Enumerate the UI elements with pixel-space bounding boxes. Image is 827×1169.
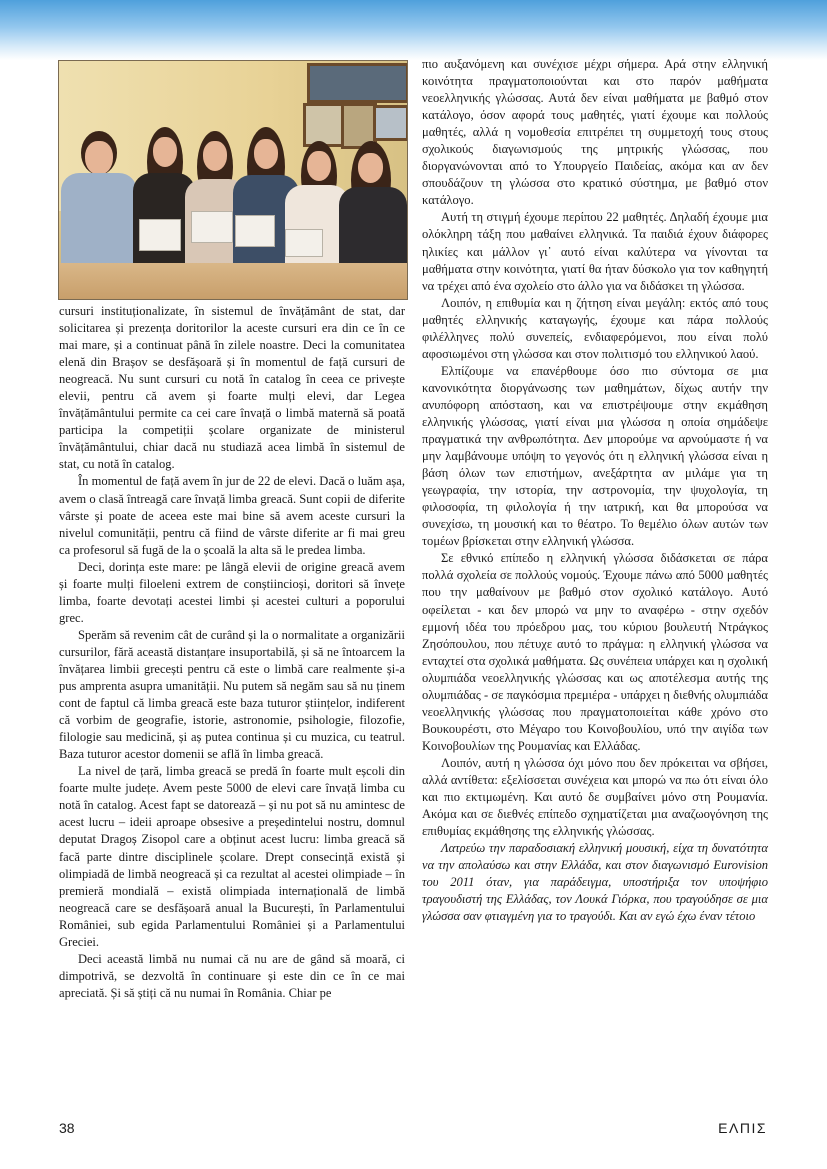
- paragraph: πιο αυξανόμενη και συνέχισε μέχρι σήμερα. Αρά στην ελληνική κοινότητα πραγματοποιούνται και στο παρόν μαθήματα νεοελληνικής γλώσσας. Αυτά δεν είναι μαθήματα με βαθμό στον κατάλογο, όσον αφορά τους μαθητές, γιατί έχουμε και πολλούς μαθητές, αλλά η νομοθεσία επιτρέπει τη συμμετοχή τους στους σχολικούς διαγωνισμούς της μητρικής γλώσσας, που διοργανώνονται από το Υπουργείο Παιδείας, ακόμα και αν δεν σπουδάζουν τη γλώσσα στο κρατικό σύστημα, με βαθμό στον κατάλογο.: [422, 57, 768, 208]
- page-number: 38: [59, 1120, 75, 1136]
- paragraph: Ελπίζουμε να επανέρθουμε όσο πιο σύντομα σε μια κανονικότητα διοργάνωσης των μαθημάτων, δίχως αυτήν την ανυπόφορη απόσταση, και να επιστρέψουμε στην εκμάθηση ελληνικής γλώσσας, γιατί είναι μια γλώσσα η οποία σημάδεψε πραγματικά την ανθρωπότητα. Δεν μπορούμε να αρνούμαστε ή να μην λαμβάνουμε υπόψη το γεγονός ότι η ελληνική γλώσσα είναι η βάση όλων των επιστήμων, ανεξάρτητα αν μιλάμε για τη γεωγραφία, την ιστορία, την αστρονομία, την ψυχολογία, τη φιλοσοφία, τη φιλολογία ή την ιατρική, και θα μπορούσα να συνεχίσω, τη μουσική και το θέατρο. Το θεμέλιο όλων αυτών των τομέων βρίσκεται στην ελληνική γλώσσα.: [422, 363, 768, 549]
- paragraph: Σε εθνικό επίπεδο η ελληνική γλώσσα διδάσκεται σε πάρα πολλά σχολεία σε πολλούς νομούς. Έχουμε πάνω από 5000 μαθητές που την μαθαίνουν με βαθμό στον σχολικό κατάλογο. Αυτό οφείλεται - και δεν μπορώ να μην το αναφέρω - στην σχεδόν εμμονή ιδέα του πρόεδρου μας, του κύριου βουλευτή Ντράγκος Ζησόπουλου, που πέτυχε αυτό το πράγμα: η ελληνική γλώσσα να ενταχτεί στα σχολικά μαθήματα. Ως συνέπεια υπάρχει και η σχολική ολυμπιάδα νεοελληνικής γλώσσας και ως αποτέλεσμα αυτής της ολυμπιάδας - σε παγκόσμια πρεμιέρα - υπάρχει η διεθνής ολυμπιάδα νεοελληνικής γλώσσας που πραγματοποιείται κάθε χρόνο στο Βουκουρέστι, στο Μέγαρο του Κοινοβουλίου, υπό την αιγίδα των Κοινοβουλίων της Ρουμανίας και Ελλάδας.: [422, 551, 768, 753]
- article-column-right: [422, 56, 768, 925]
- paragraph: cursuri instituționalizate, în sistemul de învățământ de stat, dar solicitarea și prezența doritorilor la aceste cursuri era din ce în ce mai mare, și a continuat până în zilele noastre. Deci la comunitatea elenă din Brașov se desfășoară și în momentul de față cursuri de neogreacă. Nu sunt cursuri cu notă în catalog în ceea ce privește elevii, pentru că avem și foarte mulți elevi, dar Legea învățământului permite ca cei care învață o limbă maternă să poată participa la competiții școlare organizate de ministerul învățământului, chiar dacă nu studiază acea limbă în sistemul de stat, cu notă în catalog.: [59, 304, 405, 472]
- paragraph-italic: Λατρεύω την παραδοσιακή ελληνική μουσική, είχα τη δυνατότητα να την απολαύσω και στην Ελλάδα, και στον διαγωνισμό Eurovision του 2011 όταν, για παράδειγμα, υποστήριξα τον υποψήφιο τραγουδιστή της Ελλάδας, τον Λουκά Γιόρκα, που τραγούδησε σε μια γλώσσα σαν φτιαγμένη για το τραγούδι. Και αν εγώ έχω έναν τέτοιο: [422, 841, 768, 924]
- group-photo: [58, 60, 408, 300]
- magazine-title: ΕΛΠΙΣ: [718, 1120, 767, 1136]
- wall-frame: [303, 103, 345, 147]
- paragraph: Sperăm să revenim cât de curând și la o normalitate a organizării cursurilor, fără această distanțare insuportabilă, și să ne întoarcem la învățarea limbii grecești pentru că este o limbă care realmente și-a pus amprenta asupra umanității. Nu putem să negăm sau să nu ținem cont de faptul că limba greacă este baza tuturor științelor, indiferent că vorbim de geografie, istorie, astronomie, psihologie, filozofie, filologie sau medicină, și aș putea continua și cu muzica, cu teatrul. Baza tuturor acestor domenii se află în limba greacă.: [59, 627, 405, 762]
- paragraph: Λοιπόν, η επιθυμία και η ζήτηση είναι μεγάλη: εκτός από τους μαθητές ελληνικής καταγωγής, έχουμε και πάρα πολλούς φιλέλληνες πολύ συνεπείς, ενδιαφερόμενοι, που είναι πολύ αφοσιωμένοι στη γλώσσα και στον πολιτισμό του ελληνικού λαού.: [422, 295, 768, 361]
- wall-frame: [373, 105, 408, 141]
- wall-frame: [307, 63, 408, 103]
- paragraph: Λοιπόν, αυτή η γλώσσα όχι μόνο που δεν πρόκειται να σβήσει, αλλά αντίθετα: εξελίσσεται συνέχεια και μπορώ να πω ότι είναι όλο και πιο εκτιμωμένη. Και αυτό δε συμβαίνει μόνο στη Ρουμανία. Ακόμα και σε διεθνές επίπεδο σχηματίζεται μια αναζωογόνηση της επιθυμίας εκμάθησης της ελληνικής γλώσσας.: [422, 755, 768, 839]
- paragraph: La nivel de țară, limba greacă se predă în foarte mult eșcoli din foarte multe județe. Avem peste 5000 de elevi care învață limba cu notă în catalog. Acest fapt se datorează – și nu pot să nu amintesc de acest lucru – ideii aproape obsesive a președintelui nostru, domnul deputat Dragoș Zisopol care a obținut acest lucru: limba greacă să facă parte dintre disciplinele școlare. Drept consecință există și olimpiadă de limbă neogreacă și ca rezultat al acestei olimpiade – în premieră mondială – există olimpiada internațională de limbă neogreacă care se desfășoară anual la București, în Parlamentului României, sub egida Parlamentului României și a Parlamentului Greciei.: [59, 764, 405, 949]
- header-gradient-band: [0, 0, 827, 60]
- article-column-left: [59, 56, 405, 1002]
- paragraph: Deci, dorința este mare: pe lângă elevii de origine greacă avem și foarte mulți filoeleni extrem de conștiincioși, doritori să învețe limba, foarte devotați acestei limbi și acestei culturi a poporului grec.: [59, 559, 405, 625]
- table: [59, 263, 407, 299]
- paragraph: Deci această limbă nu numai că nu are de gând să moară, ci dimpotrivă, se dezvoltă în continuare și este din ce în ce mai apreciată. Și să știți că nu numai în România. Chiar pe: [59, 951, 405, 1000]
- paragraph: Αυτή τη στιγμή έχουμε περίπου 22 μαθητές. Δηλαδή έχουμε μια ολόκληρη τάξη που μαθαίνει ελληνικά. Τα παιδιά έχουν διάφορες ηλικίες και μάλλον γι᾽ αυτό είναι καλύτερα να γίνονται τα μαθήματα στην κοινότητα, γιατί θα ήταν δύσκολο για τον καθηγητή να τρέχει από ένα σχολείο στο άλλο για να διδάσκει τη γλώσσα.: [422, 210, 768, 293]
- paragraph: În momentul de față avem în jur de 22 de elevi. Dacă o luăm așa, avem o clasă întreagă care învață limba greacă. Sunt copii de diferite vârste și poate de aceea este mai bine să avem aceste cursuri la nivelul comunității, pentru că fiind de vârste diferite ar fi mai greu ca profesorul să fugă de la o școală la alta să le predea limba.: [59, 474, 405, 557]
